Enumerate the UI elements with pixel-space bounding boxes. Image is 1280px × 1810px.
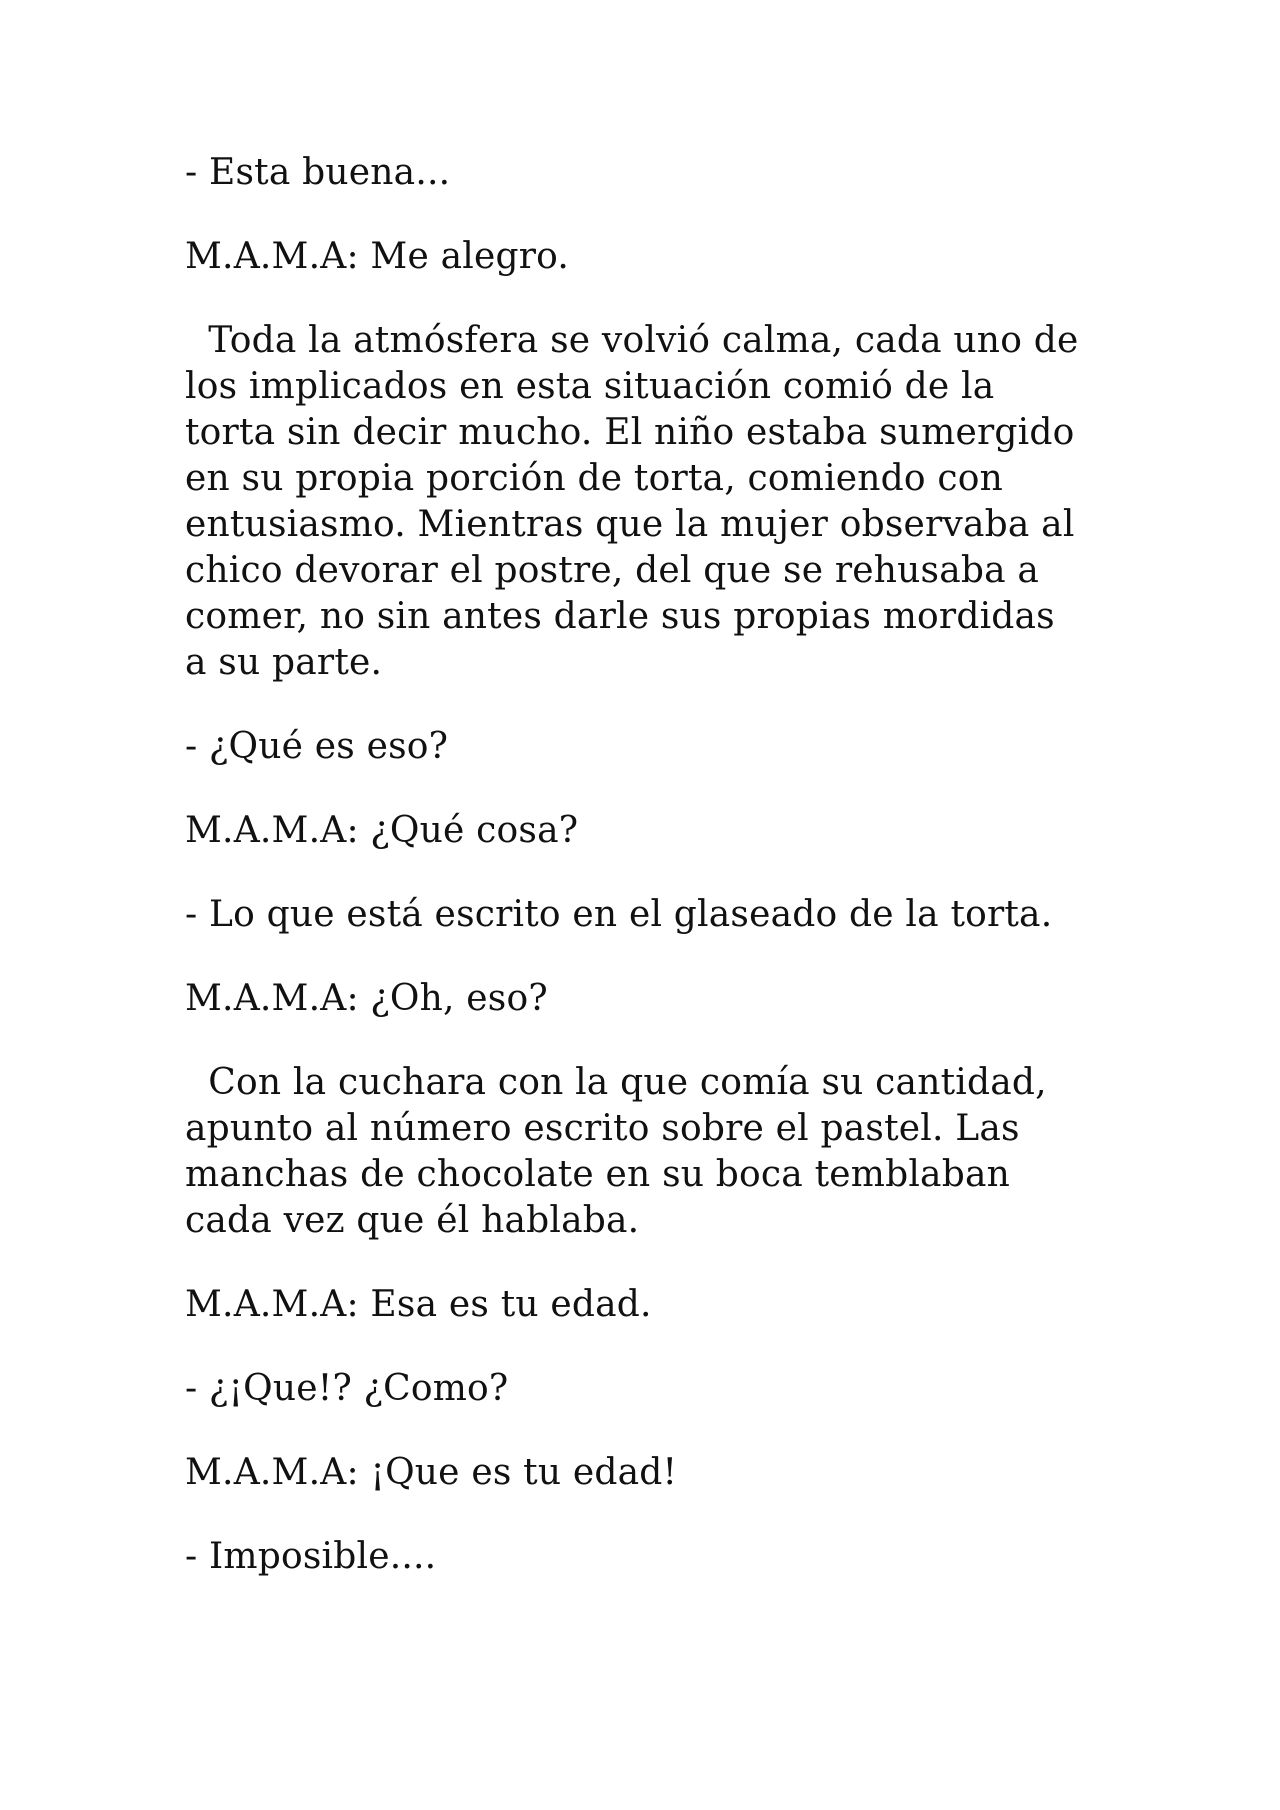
- paragraph-line: chico devorar el postre, del que se rehusaba a: [185, 550, 1040, 591]
- dialogue-line: M.A.M.A: ¿Qué cosa?: [185, 810, 579, 851]
- paragraph-line: Toda la atmósfera se volvió calma, cada uno de: [185, 320, 1079, 361]
- dialogue-line: M.A.M.A: Esa es tu edad.: [185, 1284, 652, 1325]
- paragraph-line: en su propia porción de torta, comiendo con: [185, 458, 1004, 499]
- dialogue-line: - Lo que está escrito en el glaseado de la torta.: [185, 894, 1053, 935]
- dialogue-line: - ¿Qué es eso?: [185, 726, 449, 767]
- paragraph-line: manchas de chocolate en su boca temblaban: [185, 1154, 1011, 1195]
- dialogue-line: - Esta buena...: [185, 152, 451, 193]
- dialogue-line: - Imposible....: [185, 1536, 437, 1577]
- paragraph-line: los implicados en esta situación comió de la: [185, 366, 995, 407]
- paragraph-line: torta sin decir mucho. El niño estaba sumergido: [185, 412, 1075, 453]
- document-page: [185, 150, 1125, 1618]
- paragraph-line: apunto al número escrito sobre el pastel. Las: [185, 1108, 1020, 1149]
- paragraph-line: Con la cuchara con la que comía su cantidad,: [185, 1062, 1047, 1103]
- dialogue-line: M.A.M.A: ¿Oh, eso?: [185, 978, 548, 1019]
- paragraph-line: entusiasmo. Mientras que la mujer observaba al: [185, 504, 1075, 545]
- dialogue-line: - ¿¡Que!? ¿Como?: [185, 1368, 509, 1409]
- paragraph-line: a su parte.: [185, 642, 383, 683]
- narrative-paragraph: [185, 318, 1125, 686]
- dialogue-line: M.A.M.A: ¡Que es tu edad!: [185, 1452, 678, 1493]
- paragraph-line: comer, no sin antes darle sus propias mordidas: [185, 596, 1055, 637]
- paragraph-line: cada vez que él hablaba.: [185, 1200, 640, 1241]
- dialogue-line: M.A.M.A: Me alegro.: [185, 236, 570, 277]
- narrative-paragraph: [185, 1060, 1125, 1244]
